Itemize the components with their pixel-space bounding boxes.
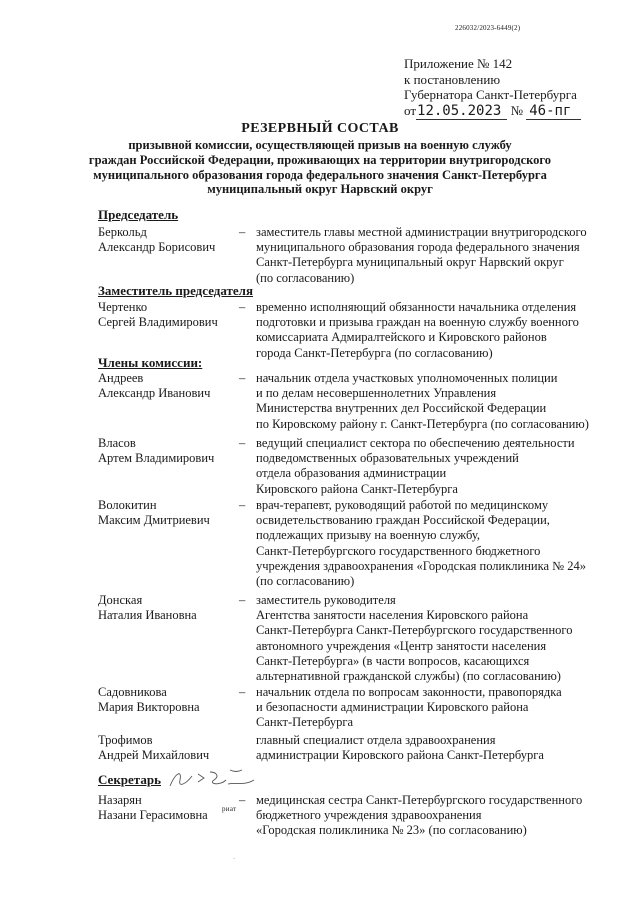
- member-surname: Назарян: [98, 793, 142, 807]
- appendix-line: к постановлению: [404, 71, 501, 87]
- section-deputy-heading: Заместитель председателя: [98, 283, 254, 298]
- member-role: [256, 300, 601, 361]
- handwritten-signature: [168, 766, 263, 794]
- dash-separator: –: [239, 498, 246, 512]
- role-line: подведомственных образовательных учреждений: [256, 451, 519, 466]
- member-surname: Власов: [98, 436, 136, 450]
- decree-date-line: [404, 103, 581, 120]
- member-name: [98, 733, 238, 763]
- role-line: и по делам несовершеннолетних Управления: [256, 386, 497, 401]
- role-line: Агентства занятости населения Кировского района: [256, 608, 529, 623]
- member-role: [256, 733, 601, 763]
- role-line: по Кировскому району г. Санкт-Петербурга (по согласованию): [256, 416, 589, 431]
- member-surname: Волокитин: [98, 498, 157, 512]
- member-role: [256, 593, 601, 684]
- role-line: и безопасности администрации Кировского района: [256, 700, 529, 715]
- dash-separator: –: [239, 436, 246, 450]
- role-line: медицинская сестра Санкт-Петербургского государственного: [256, 793, 583, 807]
- role-line: муниципального образования города федерального значения: [256, 240, 580, 255]
- member-role: [256, 498, 601, 589]
- subtitle-line: призывной комиссии, осуществляющей призыв на военную службу: [128, 138, 512, 152]
- member-role: [256, 436, 601, 497]
- appendix-line: Приложение № 142: [404, 56, 513, 71]
- role-line: (по согласованию): [256, 270, 355, 285]
- subtitle-line: граждан Российской Федерации, проживающих на территории внутригородского: [88, 152, 552, 167]
- member-given-names: Александр Иванович: [98, 386, 211, 401]
- member-role: [256, 685, 601, 731]
- member-name: [98, 685, 238, 715]
- subtitle-line: муниципальный округ Нарвский округ: [207, 182, 433, 197]
- role-line: (по согласованию): [256, 574, 355, 589]
- member-surname: Андреев: [98, 371, 144, 385]
- member-name: [98, 371, 238, 401]
- role-line: начальник отдела участковых уполномоченных полиции: [256, 371, 558, 385]
- member-given-names: Александр Борисович: [98, 240, 216, 255]
- role-line: врач-терапевт, руководящий работой по медицинскому: [256, 498, 549, 512]
- member-name: [98, 225, 238, 255]
- role-line: главный специалист отдела здравоохранения: [256, 733, 496, 747]
- role-line: автономного учреждения «Центр занятости населения: [256, 638, 547, 653]
- document-registration-number: 226032/2023-6449(2): [455, 24, 521, 32]
- appendix-block: [404, 56, 581, 119]
- section-members-heading: Члены комиссии:: [98, 355, 203, 370]
- member-given-names: Мария Викторовна: [98, 700, 200, 715]
- member-surname: Донская: [98, 593, 143, 607]
- role-line: администрации Кировского района Санкт-Петербурга: [256, 748, 544, 763]
- member-surname: Садовникова: [98, 685, 167, 699]
- member-given-names: Андрей Михайлович: [98, 748, 210, 763]
- role-line: подготовки и призыва граждан на военную службу военного: [256, 315, 579, 330]
- member-name: [98, 300, 238, 330]
- member-role: [256, 793, 601, 839]
- role-line: Санкт-Петербургского государственного бюджетного: [256, 543, 541, 558]
- member-name: [98, 793, 238, 823]
- role-line: Санкт-Петербурга муниципальный округ Нарвский округ: [256, 255, 564, 270]
- member-given-names: Артем Владимирович: [98, 451, 215, 466]
- stray-mark: ·: [233, 855, 236, 863]
- member-name: [98, 436, 238, 466]
- member-given-names: Максим Дмитриевич: [98, 513, 210, 528]
- decree-number: 46-пг: [526, 103, 581, 120]
- role-line: заместитель главы местной администрации внутригородского: [256, 225, 587, 239]
- document-title: РЕЗЕРВНЫЙ СОСТАВ: [241, 121, 399, 136]
- dash-separator: –: [239, 225, 246, 239]
- dash-separator: –: [239, 593, 246, 607]
- member-given-names: Наталия Ивановна: [98, 608, 197, 623]
- member-role: [256, 225, 601, 286]
- number-prefix: №: [510, 102, 523, 118]
- role-line: Министерства внутренних дел Российской Федерации: [256, 401, 547, 416]
- stamp-fragment: риат: [222, 805, 237, 813]
- role-line: города Санкт-Петербурга (по согласованию): [256, 345, 493, 360]
- role-line: комиссариата Адмиралтейского и Кировского районов: [256, 330, 547, 345]
- role-line: Кировского района Санкт-Петербурга: [256, 481, 458, 496]
- member-name: [98, 498, 238, 528]
- role-line: бюджетного учреждения здравоохранения: [256, 808, 482, 823]
- role-line: Санкт-Петербурга Санкт-Петербургского государственного: [256, 623, 573, 638]
- member-surname: Беркольд: [98, 225, 147, 239]
- appendix-line: Губернатора Санкт-Петербурга: [404, 87, 577, 102]
- role-line: альтернативной гражданской службы) (по согласованию): [256, 669, 561, 684]
- document-subtitle: [80, 138, 560, 197]
- date-prefix: от: [404, 102, 417, 118]
- section-chairman-heading: Председатель: [98, 207, 179, 222]
- role-line: заместитель руководителя: [256, 593, 396, 607]
- dash-separator: –: [239, 300, 246, 314]
- role-line: «Городская поликлиника № 23» (по согласованию): [256, 823, 527, 838]
- role-line: начальник отдела по вопросам законности, правопорядка: [256, 685, 562, 699]
- role-line: освидетельствованию граждан Российской Федерации,: [256, 513, 550, 528]
- dash-separator: –: [239, 793, 246, 807]
- role-line: ведущий специалист сектора по обеспечению деятельности: [256, 436, 575, 450]
- member-name: [98, 593, 238, 623]
- role-line: учреждения здравоохранения «Городская поликлиника № 24»: [256, 558, 586, 573]
- dash-separator: –: [239, 685, 246, 699]
- role-line: Санкт-Петербурга: [256, 715, 354, 730]
- decree-date: 12.05.2023: [416, 103, 507, 120]
- section-secretary-heading: Секретарь: [98, 772, 161, 787]
- role-line: отдела образования администрации: [256, 466, 447, 481]
- subtitle-line: муниципального образования города федерального значения Санкт-Петербурга: [93, 167, 547, 182]
- role-line: подлежащих призыву на военную службу,: [256, 528, 480, 543]
- role-line: Санкт-Петербурга» (в части вопросов, касающихся: [256, 653, 530, 668]
- member-surname: Чертенко: [98, 300, 148, 314]
- dash-separator: –: [239, 371, 246, 385]
- member-role: [256, 371, 601, 432]
- member-given-names: Сергей Владимирович: [98, 315, 218, 330]
- role-line: временно исполняющий обязанности начальника отделения: [256, 300, 577, 314]
- member-given-names: Назани Герасимовна: [98, 808, 208, 823]
- member-surname: Трофимов: [98, 733, 153, 747]
